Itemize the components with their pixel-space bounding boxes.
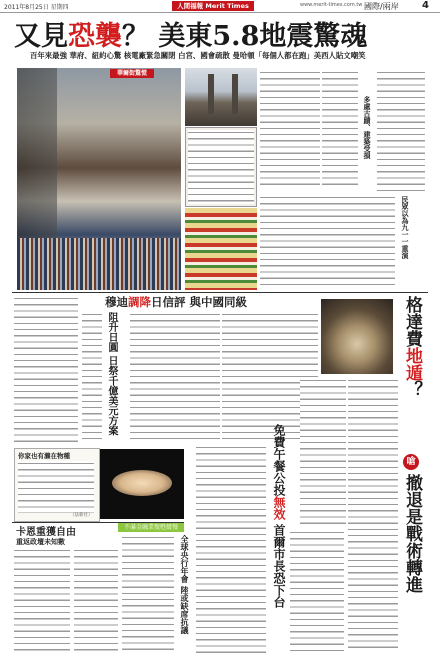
- main-subhead: 百年來最強 華府、紐約心驚 核電廠緊急關閉 白宮、國會疏散 曼哈頓「每個人都在跑」美西人貼文嘲笑: [30, 51, 366, 60]
- creature-shape: [112, 470, 172, 496]
- main-story-text-col2: [322, 70, 358, 190]
- side-header-2: 民眾以為九一一重演: [401, 196, 410, 259]
- lunch-title: [272, 424, 286, 608]
- header-section: 國際/兩岸: [364, 2, 399, 11]
- dsk-title-1: 卡恩重獲自由: [16, 527, 76, 538]
- moodys-vertical-title: 阻升日圓 日祭千億美元方案: [106, 312, 117, 436]
- cathedral-photo: [185, 68, 257, 126]
- main-story-text-col3: [377, 70, 425, 195]
- moodys-text-col1: [82, 312, 102, 442]
- gaddafi-text: [348, 378, 398, 653]
- side-header: 多處古蹟、建築受損: [363, 96, 372, 159]
- gaddafi-title-2: 撤退是戰術轉進: [402, 474, 422, 593]
- gaddafi-title-1: [402, 296, 422, 398]
- moodys-title-1: 穆迪: [105, 295, 128, 309]
- headline-part1: 又見: [14, 21, 68, 52]
- masthead-logo: 人間福報 Merit Times: [172, 1, 254, 11]
- gaddafi-title-red: 地遁: [402, 347, 422, 381]
- moodys-title: [105, 294, 247, 310]
- page-number: 4: [422, 0, 429, 11]
- header-date: 2011年8月25日 星期四: [4, 4, 69, 11]
- creature-caption-text: [18, 461, 94, 513]
- lunch-text-col1: [196, 445, 266, 653]
- cb-meeting-title: 全球央行年會 陸或缺席抗議: [180, 535, 190, 634]
- main-story-text-col4: [260, 195, 395, 290]
- gaddafi-text-2: [300, 378, 346, 528]
- moodys-text-col2: [130, 312, 220, 442]
- dsk-title-2: 重返政壇未知數: [16, 538, 65, 546]
- main-headline: [14, 14, 367, 53]
- section-divider: [12, 292, 428, 293]
- moodys-title-2: 日信評 與中國同級: [151, 295, 248, 309]
- lunch-title-2: 首爾市長恐下台: [272, 520, 286, 609]
- gaddafi-tag: 嗆: [406, 457, 416, 467]
- main-story-text-col1: [260, 70, 320, 190]
- dsk-text-col1: [14, 548, 70, 653]
- creature-box-title: 你家也有瀨在物種: [18, 452, 70, 460]
- photo-caption: [185, 127, 257, 207]
- gaddafi-title-a: 格達費: [402, 296, 422, 347]
- greenbar-label: 不滿金融業復甦緩慢: [118, 523, 184, 532]
- creature-box-credit: （法新社）: [70, 513, 93, 518]
- grocery-photo: [185, 208, 257, 290]
- wallstreet-photo-crowd: [17, 238, 181, 290]
- lunch-title-red: 無效: [272, 496, 286, 520]
- moodys-title-red: 調降: [128, 295, 151, 309]
- dsk-text-col2: [74, 548, 118, 653]
- cathedral-spire: [208, 74, 214, 114]
- photo-tag: 華爾街驚慌: [110, 69, 154, 78]
- cb-meeting-text: [122, 535, 174, 653]
- statue-photo: [321, 299, 393, 374]
- gaddafi-title-q: ？: [402, 381, 422, 398]
- lunch-text-col2: [290, 530, 344, 653]
- lunch-title-1: 免費午餐公投: [272, 424, 286, 496]
- left-text-col: [14, 296, 78, 446]
- cathedral-spire-2: [232, 74, 238, 114]
- header-url: www.merit-times.com.tw: [300, 2, 363, 8]
- headline-part2: ？ 美東5.8地震驚魂: [122, 21, 368, 52]
- gaddafi-tag-circle: [403, 454, 419, 470]
- headline-red: 恐襲: [68, 21, 122, 52]
